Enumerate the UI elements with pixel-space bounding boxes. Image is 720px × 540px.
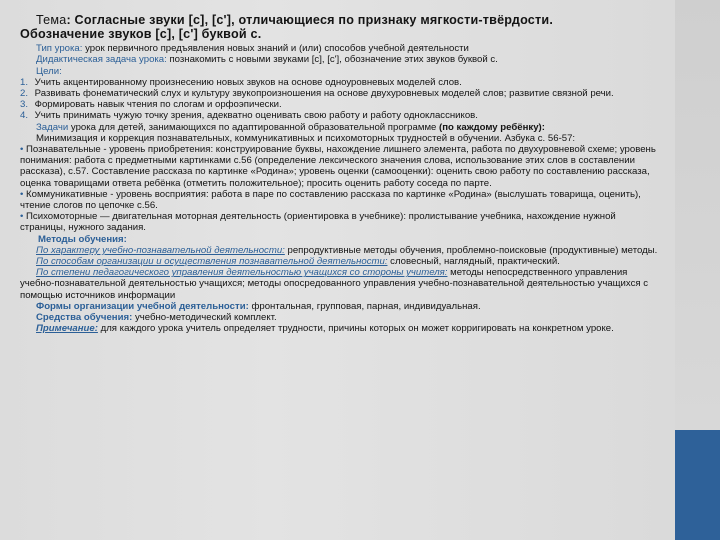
goal-item — [20, 110, 662, 121]
note-text: для каждого урока учитель определяет трудности, причины которых он может корригировать на конкретном уроке. — [97, 323, 614, 335]
goal-number: 4. — [20, 110, 29, 122]
bullet-item — [20, 211, 662, 233]
goal-text: Учить принимать чужую точку зрения, адекватно оценивать свою работу и работу одноклассников. — [32, 110, 478, 122]
topic-label: Тема — [36, 13, 67, 27]
goals-heading — [20, 66, 662, 77]
tasks-text: урока для детей, занимающихся по адаптированной образовательной программе — [68, 121, 440, 133]
lesson-type-text: урок первичного предъявления новых знаний и (или) способов учебной деятельности — [82, 43, 469, 55]
goal-text: Учить акцентированному произнесению новых звуков на основе одноуровневых моделей слов. — [32, 76, 462, 88]
side-accent-bar — [675, 430, 720, 540]
teaching-means — [20, 312, 662, 323]
bullet-text: Коммуникативные - уровень восприятия: работа в паре по составлению рассказа по картинке «Родина» (выслушать товарища, оценить), чтение слогов по цепочке с.56. — [20, 188, 641, 212]
methods-heading: Методы обучения: — [38, 233, 127, 245]
bullet-item — [20, 189, 662, 211]
bullet-text: Познавательные - уровень приобретения: конструирование буквы, нахождение лишнего элемента, работа по двухуровневой схеме; уровень понимания: работа с предметными картинками с.56 (определение лексического значения слова, использование этих слов в составлении рассказа), с.57. Составление рассказа по картинке «Родина»; уровень оценки (самооценки): оценить свою работу по составлению рассказа, оценка товарищами ответа ребёнка (отметить положительное); просить оценить работу соседа по парте. — [20, 144, 656, 189]
method3-label: По степени педагогического управления деятельностью учащихся со стороны учителя: — [36, 267, 448, 279]
topic-line2: Обозначение звуков [с], [с'] буквой с. — [20, 26, 262, 41]
goal-number: 1. — [20, 76, 29, 88]
lesson-topic-title — [20, 14, 662, 41]
tasks-label: Задачи — [36, 121, 69, 133]
note-label: Примечание: — [36, 323, 98, 335]
goal-number: 2. — [20, 88, 29, 99]
means-text: учебно-методический комплект. — [132, 312, 277, 324]
bullet-mark: • — [20, 211, 24, 223]
method-by-nature — [20, 245, 662, 256]
side-band — [675, 0, 720, 430]
method1-text: репродуктивные методы обучения, проблемно-поисковые (продуктивные) методы. — [284, 244, 658, 256]
means-label: Средства обучения: — [36, 312, 133, 324]
minimization-text: Минимизация и коррекция познавательных, коммуникативных и психомоторных трудностей в обучении. Азбука с. 56-57: — [36, 132, 576, 144]
method3-text: методы непосредственного управления учебно-познавательной деятельностью учащихся; методы опосредованного управления учебно-познавательной деятельностью учащихся с помощью источников информации — [20, 267, 649, 301]
bullet-item — [20, 144, 662, 189]
didactic-label: Дидактическая задача урока: — [36, 54, 167, 66]
note — [20, 323, 662, 334]
forms-label: Формы организации учебной деятельности: — [36, 300, 249, 312]
bullet-text: Психомоторные — двигательная моторная деятельность (ориентировка в учебнике): пролистывание учебника, нахождение нужной страницы, нужного задания. — [20, 211, 616, 234]
lesson-type — [20, 43, 662, 54]
method2-label: По способам организации и осуществления познавательной деятельности: — [36, 256, 388, 268]
bullet-mark: • — [20, 188, 24, 200]
method1-label: По характеру учебно-познавательной деятельности: — [36, 244, 285, 256]
method-by-control — [20, 267, 662, 301]
goal-text: Формировать навык чтения по слогам и орфоэпически. — [32, 99, 282, 111]
forms-text: фронтальная, групповая, парная, индивидуальная. — [248, 300, 481, 312]
tasks-bold-text: (по каждому ребёнку): — [439, 121, 545, 133]
method2-text: словесный, наглядный, практический. — [387, 256, 560, 268]
didactic-text: познакомить с новыми звуками [с], [с'], обозначение этих звуков буквой с. — [166, 54, 498, 66]
lesson-type-label: Тип урока: — [36, 43, 83, 55]
lesson-plan-text — [20, 14, 662, 334]
goals-label: Цели: — [36, 65, 62, 77]
topic-line1: : Согласные звуки [с], [с'], отличающиеся по признаку мягкости-твёрдости. — [66, 13, 554, 27]
goal-item — [20, 77, 662, 88]
goal-number: 3. — [20, 99, 29, 111]
method-by-organization — [20, 256, 662, 267]
goal-item — [20, 88, 662, 99]
goal-item — [20, 99, 662, 110]
organization-forms — [20, 301, 662, 312]
goal-text: Развивать фонематический слух и культуру звукопроизношения на основе двухуровневых моделей слов; развитие связной речи. — [32, 88, 614, 99]
bullet-mark: • — [20, 144, 24, 156]
didactic-task — [20, 54, 662, 65]
tasks-paragraph — [20, 122, 662, 133]
